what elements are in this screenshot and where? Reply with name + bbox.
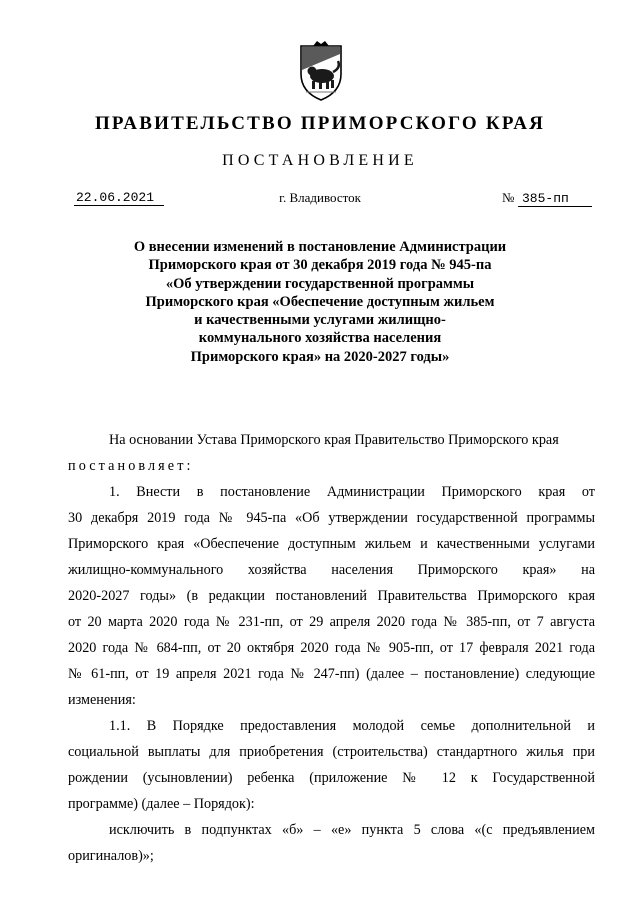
body-line: жилищно-коммунального хозяйства населения Приморского края» на xyxy=(68,562,595,578)
body-line: социальной выплаты для приобретения (строительства) стандартного жилья при xyxy=(68,744,595,760)
body-line: 30 декабря 2019 года № 945-па «Об утверждении государственной программы xyxy=(68,510,595,526)
government-name: ПРАВИТЕЛЬСТВО ПРИМОРСКОГО КРАЯ xyxy=(94,113,546,134)
body-line: постановляет: xyxy=(68,458,194,474)
body-line: 1.1. В Порядке предоставления молодой семье дополнительной и xyxy=(109,718,595,734)
title-line: «Об утверждении государственной программы xyxy=(165,275,475,292)
body-line: Приморского края «Обеспечение доступным жильем и качественными услугами xyxy=(68,536,595,552)
title-line: О внесении изменений в постановление Администрации xyxy=(133,239,507,255)
body-line: На основании Устава Приморского края Правительство Приморского края xyxy=(109,432,559,448)
title-line: Приморского края от 30 декабря 2019 года № 945-па xyxy=(148,257,492,274)
document-title xyxy=(90,238,550,366)
body-line: исключить в подпунктах «б» – «е» пункта 5 слова «(с предъявлением xyxy=(109,822,595,838)
title-line: Приморского края «Обеспечение доступным жильем xyxy=(145,293,495,310)
body-line: 2020-2027 годы» (в редакции постановлений Правительства Приморского края xyxy=(68,588,595,604)
body-line: от 20 марта 2020 года № 231-пп, от 29 апреля 2020 года № 385-пп, от 7 августа xyxy=(68,614,595,630)
body-line: оригиналов)»; xyxy=(68,848,154,864)
body-line: № 61-пп, от 19 апреля 2021 года № 247-пп) (далее – постановление) следующие xyxy=(68,666,595,682)
title-line: и качественными услугами жилищно- xyxy=(194,312,446,329)
title-line: Приморского края» на 2020-2027 годы» xyxy=(190,348,450,365)
body-line: 1. Внести в постановление Администрации Приморского края от xyxy=(109,484,595,500)
number-sign: № xyxy=(502,190,515,205)
document-date: 22.06.2021 xyxy=(74,190,164,206)
body-line: рождении (усыновлении) ребенка (приложение № 12 к Государственной xyxy=(68,770,595,786)
body-line: 2020 года № 684-пп, от 20 октября 2020 года № 905-пп, от 17 февраля 2021 года xyxy=(68,640,595,656)
number-value: 385-пп xyxy=(518,191,592,207)
title-line: коммунального хозяйства населения xyxy=(198,330,442,347)
document-type: ПОСТАНОВЛЕНИЕ xyxy=(222,152,418,169)
body-line: изменения: xyxy=(68,692,136,708)
body-line: программе) (далее – Порядок): xyxy=(68,796,255,812)
document-number xyxy=(502,190,594,207)
document-city: г. Владивосток xyxy=(279,190,361,205)
coat-of-arms-emblem xyxy=(297,40,345,102)
